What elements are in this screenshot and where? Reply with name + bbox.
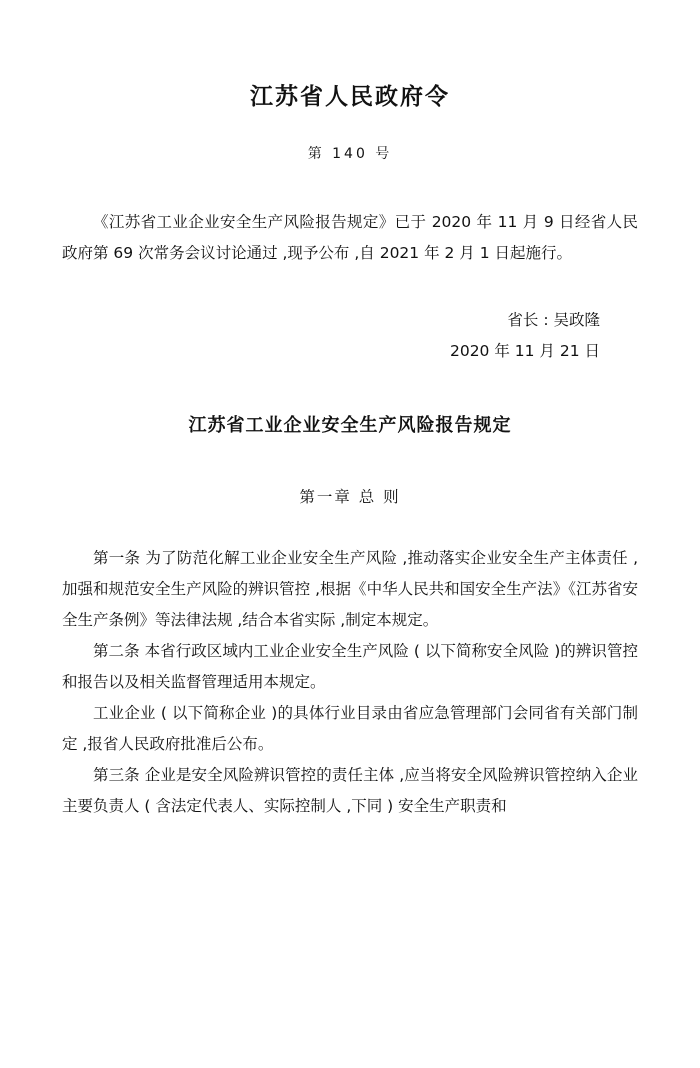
document-page xyxy=(0,78,700,1068)
article-paragraph: 第三条 企业是安全风险辨识管控的责任主体 ,应当将安全风险辨识管控纳入企业主要负责人 ( 含法定代表人、实际控制人 ,下同 ) 安全生产职责和 xyxy=(62,766,638,815)
signer-name: 省长 : 吴政隆 xyxy=(507,311,600,329)
article-paragraph: 第一条 为了防范化解工业企业安全生产风险 ,推动落实企业安全生产主体责任 ,加强和规范安全生产风险的辨识管控 ,根据《中华人民共和国安全生产法》《江苏省安全生产条例》等法律法规 ,结合本省实际 ,制定本规定。 xyxy=(62,549,638,629)
signature-block xyxy=(62,305,638,367)
decree-number: 第 140 号 xyxy=(307,146,393,162)
decree-body-paragraph: 《江苏省工业企业安全生产风险报告规定》已于 2020 年 11 月 9 日经省人民政府第 69 次常务会议讨论通过 ,现予公布 ,自 2021 年 2 月 1 日起施行。 xyxy=(62,213,638,262)
chapter-title: 第一章 总 则 xyxy=(299,488,401,506)
article-paragraph: 第二条 本省行政区域内工业企业安全生产风险 ( 以下简称安全风险 )的辨识管控和报告以及相关监督管理适用本规定。 xyxy=(62,642,638,691)
regulation-title: 江苏省工业企业安全生产风险报告规定 xyxy=(188,415,512,436)
signature-date: 2020 年 11 月 21 日 xyxy=(449,342,600,360)
article-paragraph: 工业企业 ( 以下简称企业 )的具体行业目录由省应急管理部门会同省有关部门制定 ,报省人民政府批准后公布。 xyxy=(62,704,638,753)
decree-title: 江苏省人民政府令 xyxy=(250,84,450,110)
articles-section xyxy=(62,543,638,822)
